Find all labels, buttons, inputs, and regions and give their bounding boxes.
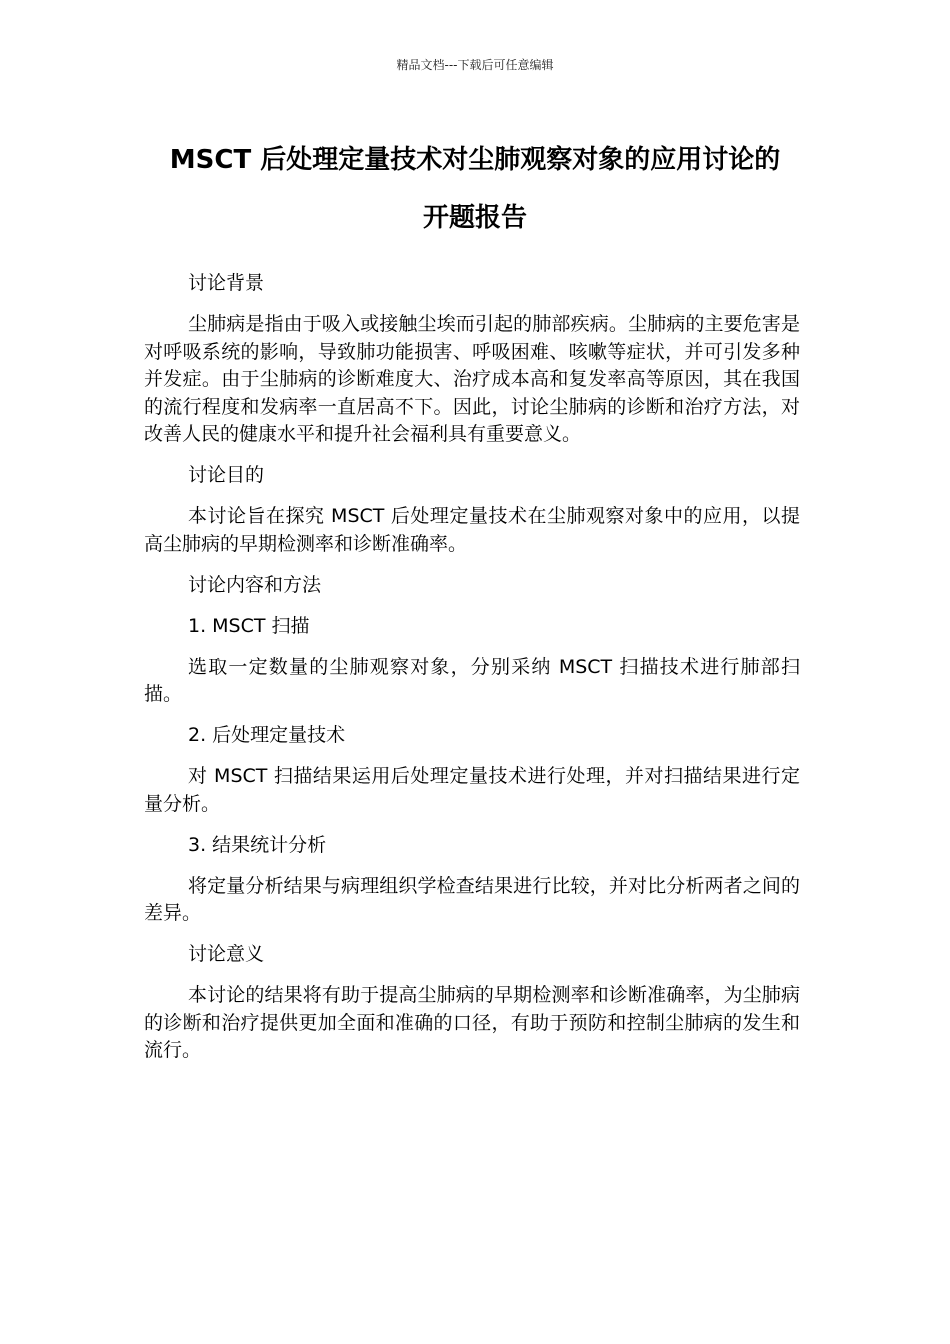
background-paragraph: 尘肺病是指由于吸入或接触尘埃而引起的肺部疾病。尘肺病的主要危害是对呼吸系统的影响，导致肺功能损害、呼吸困难、咳嗽等症状，并可引发多种并发症。由于尘肺病的诊断难度大、治疗成本高和复发率高等原因，其在我国的流行程度和发病率一直居高不下。因此，讨论尘肺病的诊断和治疗方法，对改善人民的健康水平和提升社会福利具有重要意义。	[144, 313, 800, 445]
header-note: 精品文档---下载后可任意编辑	[396, 58, 554, 72]
document-title	[140, 131, 810, 247]
purpose-paragraph: 本讨论旨在探究 MSCT 后处理定量技术在尘肺观察对象中的应用，以提高尘肺病的早期检测率和诊断准确率。	[144, 505, 800, 555]
title-line-1: MSCT 后处理定量技术对尘肺观察对象的应用讨论的	[169, 145, 781, 175]
title-line-2: 开题报告	[422, 203, 527, 233]
significance-heading: 讨论意义	[188, 943, 265, 965]
step2-paragraph: 对 MSCT 扫描结果运用后处理定量技术进行处理，并对扫描结果进行定量分析。	[144, 765, 800, 815]
background-heading: 讨论背景	[188, 272, 265, 294]
document-body	[144, 270, 800, 1078]
step1-heading: 1. MSCT 扫描	[188, 614, 310, 637]
step2-heading: 2. 后处理定量技术	[188, 724, 346, 746]
purpose-heading: 讨论目的	[188, 464, 265, 486]
significance-paragraph: 本讨论的结果将有助于提高尘肺病的早期检测率和诊断准确率，为尘肺病的诊断和治疗提供更加全面和准确的口径，有助于预防和控制尘肺病的发生和流行。	[144, 984, 800, 1061]
step1-paragraph: 选取一定数量的尘肺观察对象，分别采纳 MSCT 扫描技术进行肺部扫描。	[144, 655, 800, 705]
step3-heading: 3. 结果统计分析	[188, 833, 327, 856]
step3-paragraph: 将定量分析结果与病理组织学检查结果进行比较，并对比分析两者之间的差异。	[144, 874, 800, 924]
content-heading: 讨论内容和方法	[188, 573, 322, 596]
